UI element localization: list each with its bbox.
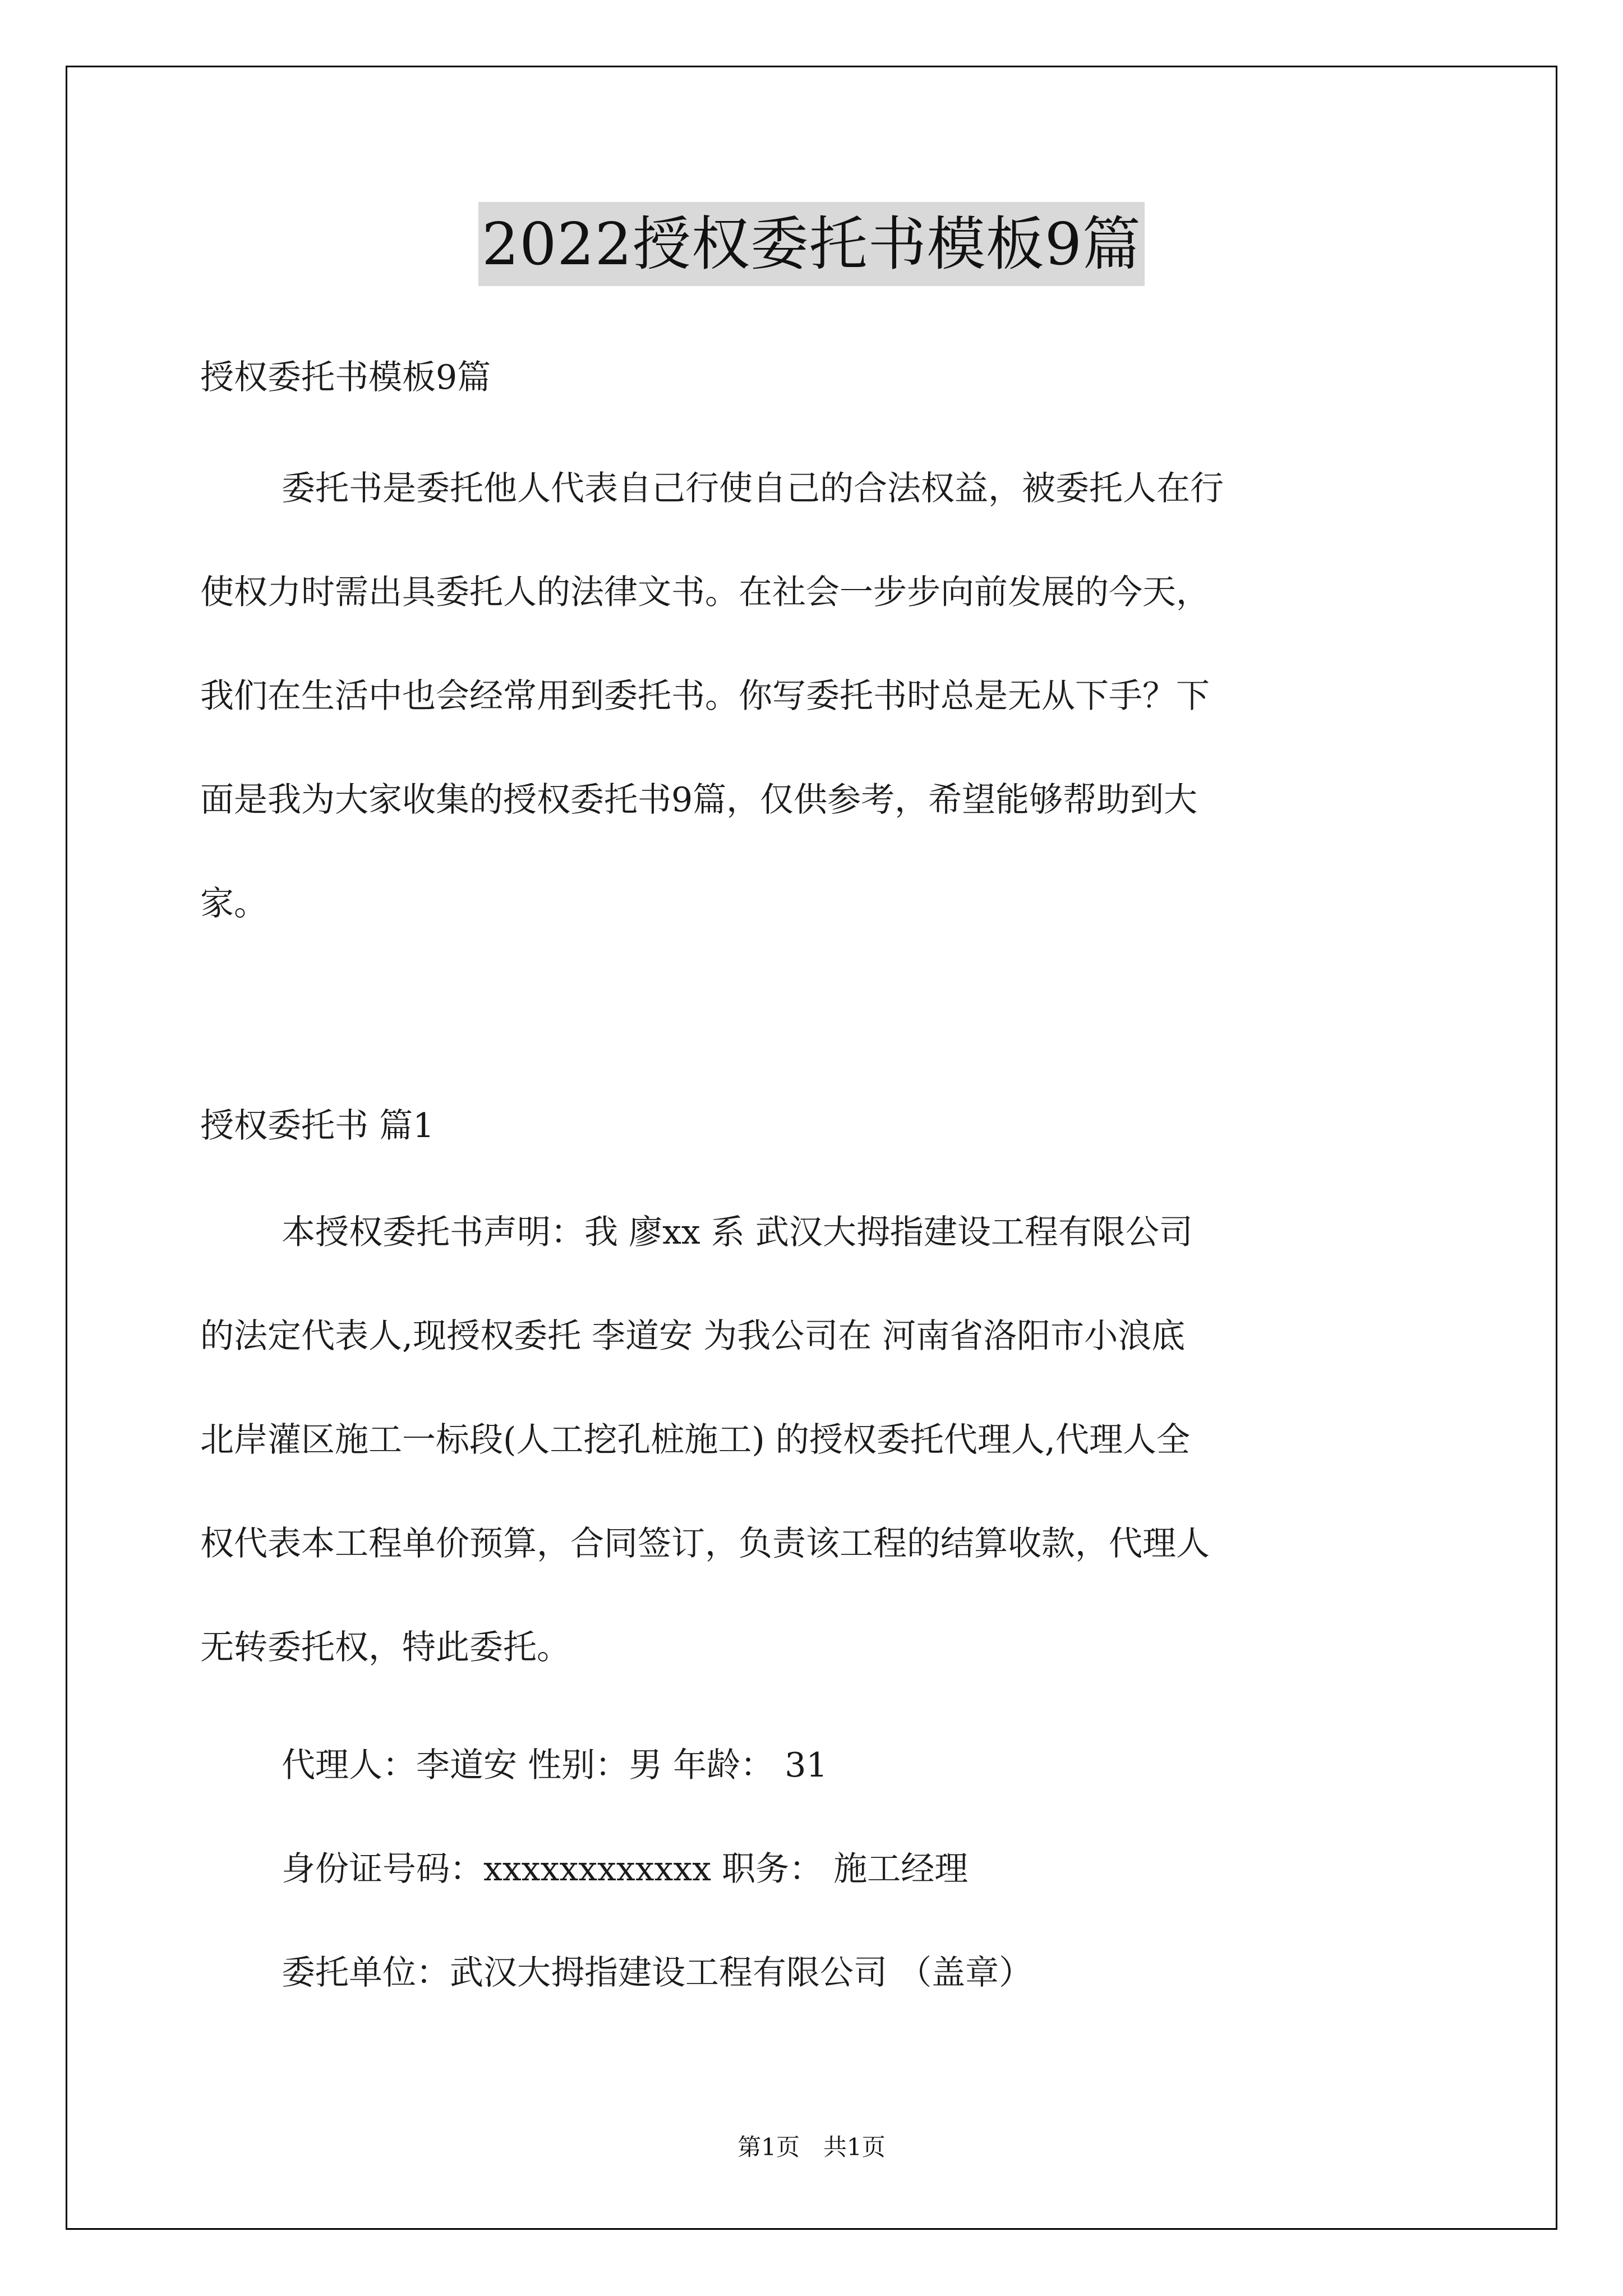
agent-info: 代理人：李道安 性别：男 年龄： 31 [282, 1746, 828, 1785]
intro-line: 使权力时需出具委托人的法律文书。在社会一步步向前发展的今天， [200, 573, 1210, 612]
body-line: 无转委托权，特此委托。 [200, 1628, 570, 1667]
body-line: 权代表本工程单价预算，合同签订，负责该工程的结算收款，代理人 [200, 1524, 1210, 1563]
section-heading: 授权委托书 篇1 [200, 1106, 435, 1145]
body-line: 的法定代表人,现授权委托 李道安 为我公司在 河南省洛阳市小浪底 [200, 1317, 1186, 1356]
intro-line: 家。 [200, 884, 268, 923]
entrusting-unit-info: 委托单位：武汉大拇指建设工程有限公司 （盖章） [282, 1953, 1033, 1993]
subtitle: 授权委托书模板9篇 [200, 358, 491, 397]
id-number-info: 身份证号码：xxxxxxxxxxxx 职务： 施工经理 [282, 1849, 969, 1889]
title-container [0, 202, 1623, 286]
intro-line: 我们在生活中也会经常用到委托书。你写委托书时总是无从下手？下 [200, 677, 1210, 716]
intro-line: 面是我为大家收集的授权委托书9篇，仅供参考，希望能够帮助到大 [200, 780, 1198, 820]
document-title: 2022授权委托书模板9篇 [478, 202, 1145, 286]
page-number: 第1页 共1页 [737, 2133, 886, 2161]
body-line: 本授权委托书声明：我 廖xx 系 武汉大拇指建设工程有限公司 [282, 1213, 1193, 1252]
intro-line: 委托书是委托他人代表自己行使自己的合法权益，被委托人在行 [282, 469, 1224, 508]
body-line: 北岸灌区施工一标段(人工挖孔桩施工) 的授权委托代理人,代理人全 [200, 1420, 1190, 1460]
